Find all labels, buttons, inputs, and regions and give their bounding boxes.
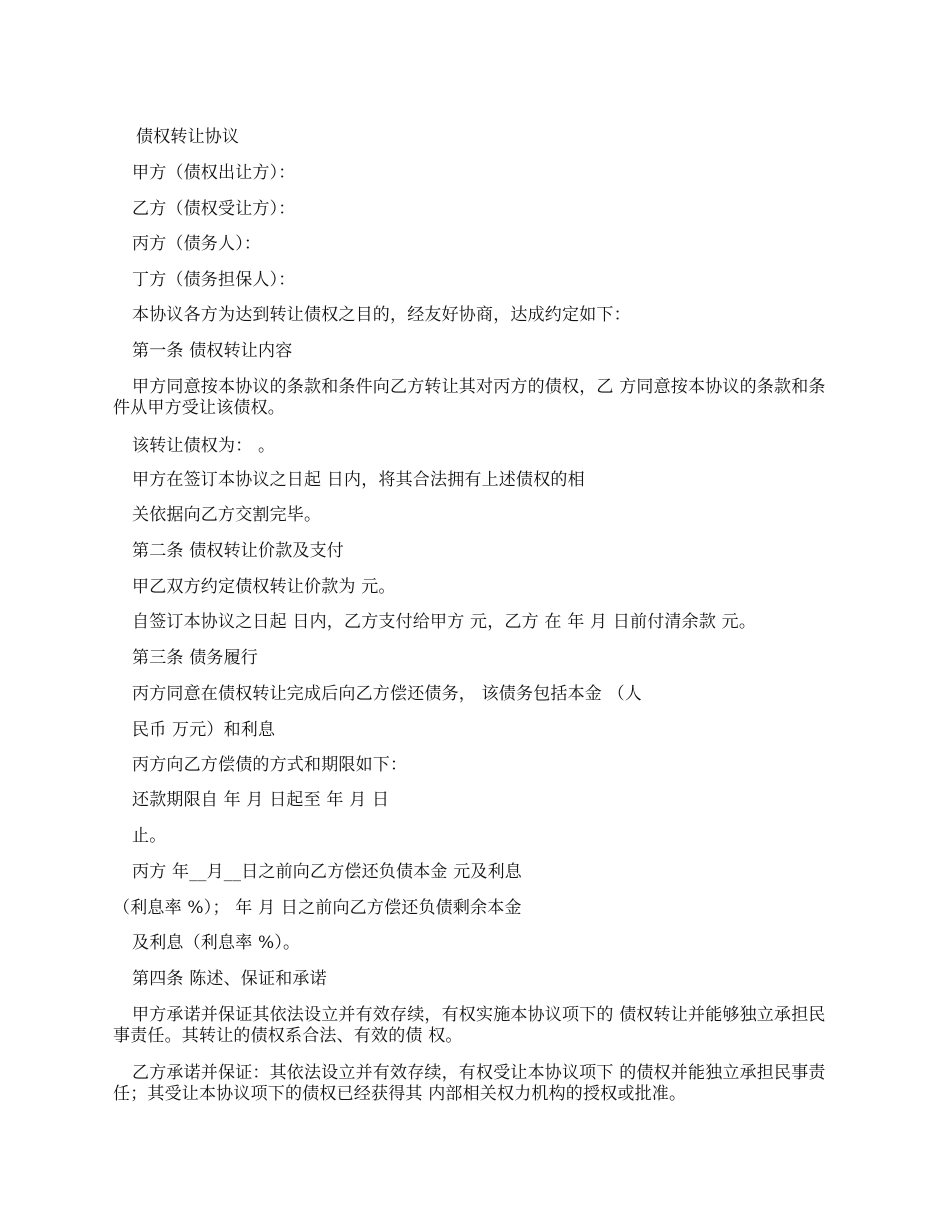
article-1-paragraph: 甲方同意按本协议的条款和条件向乙方转让其对丙方的债权，乙 方同意按本协议的条款和条件从甲方受让该债权。 [113,377,826,418]
article-4-paragraph: 乙方承诺并保证：其依法设立并有效存续，有权受让本协议项下 的债权并能独立承担民事责任；其受让本协议项下的债权已经获得其 内部相关权力机构的授权或批准。 [113,1063,826,1104]
article-3-paragraph: （利息率 %）； 年 月 日之前向乙方偿还负债剩余本金 [113,898,522,918]
article-1-paragraph: 甲方在签订本协议之日起 日内，将其合法拥有上述债权的相 [132,470,585,490]
document-title: 债权转让协议 [136,127,240,147]
party-d-line: 丁方（债务担保人）： [132,270,296,290]
article-4-paragraph: 甲方承诺并保证其依法设立并有效存续，有权实施本协议项下的 债权转让并能够独立承担民事责任。其转让的债权系合法、有效的债 权。 [113,1005,826,1046]
article-4-heading: 第四条 陈述、保证和承诺 [132,969,327,989]
article-3-paragraph: 及利息（利息率 %）。 [132,933,301,953]
article-3-paragraph: 止。 [132,826,167,846]
party-a-line: 甲方（债权出让方）： [132,163,296,183]
party-b-line: 乙方（债权受让方）： [132,199,296,219]
article-2-paragraph: 自签订本协议之日起 日内，乙方支付给甲方 元，乙方 在 年 月 日前付清余款 元。 [132,612,757,632]
preamble-paragraph: 本协议各方为达到转让债权之目的，经友好协商，达成约定如下： [132,305,631,325]
article-3-paragraph: 民币 万元）和利息 [132,720,276,740]
article-3-paragraph: 丙方 年__月__日之前向乙方偿还负债本金 元及利息 [132,862,523,882]
article-3-paragraph: 丙方同意在债权转让完成后向乙方偿还债务， 该债务包括本金 （人 [132,684,643,704]
article-1-paragraph: 该转让债权为： 。 [132,436,276,456]
party-c-line: 丙方（债务人）： [132,234,262,254]
article-3-paragraph: 还款期限自 年 月 日起至 年 月 日 [132,790,390,810]
article-2-paragraph: 甲乙双方约定债权转让价款为 元。 [132,577,396,597]
article-3-heading: 第三条 债务履行 [132,648,259,668]
article-1-heading: 第一条 债权转让内容 [132,341,293,361]
article-2-heading: 第二条 债权转让价款及支付 [132,541,345,561]
article-3-paragraph: 丙方向乙方偿债的方式和期限如下： [132,755,408,775]
article-1-paragraph: 关依据向乙方交割完毕。 [132,505,322,525]
